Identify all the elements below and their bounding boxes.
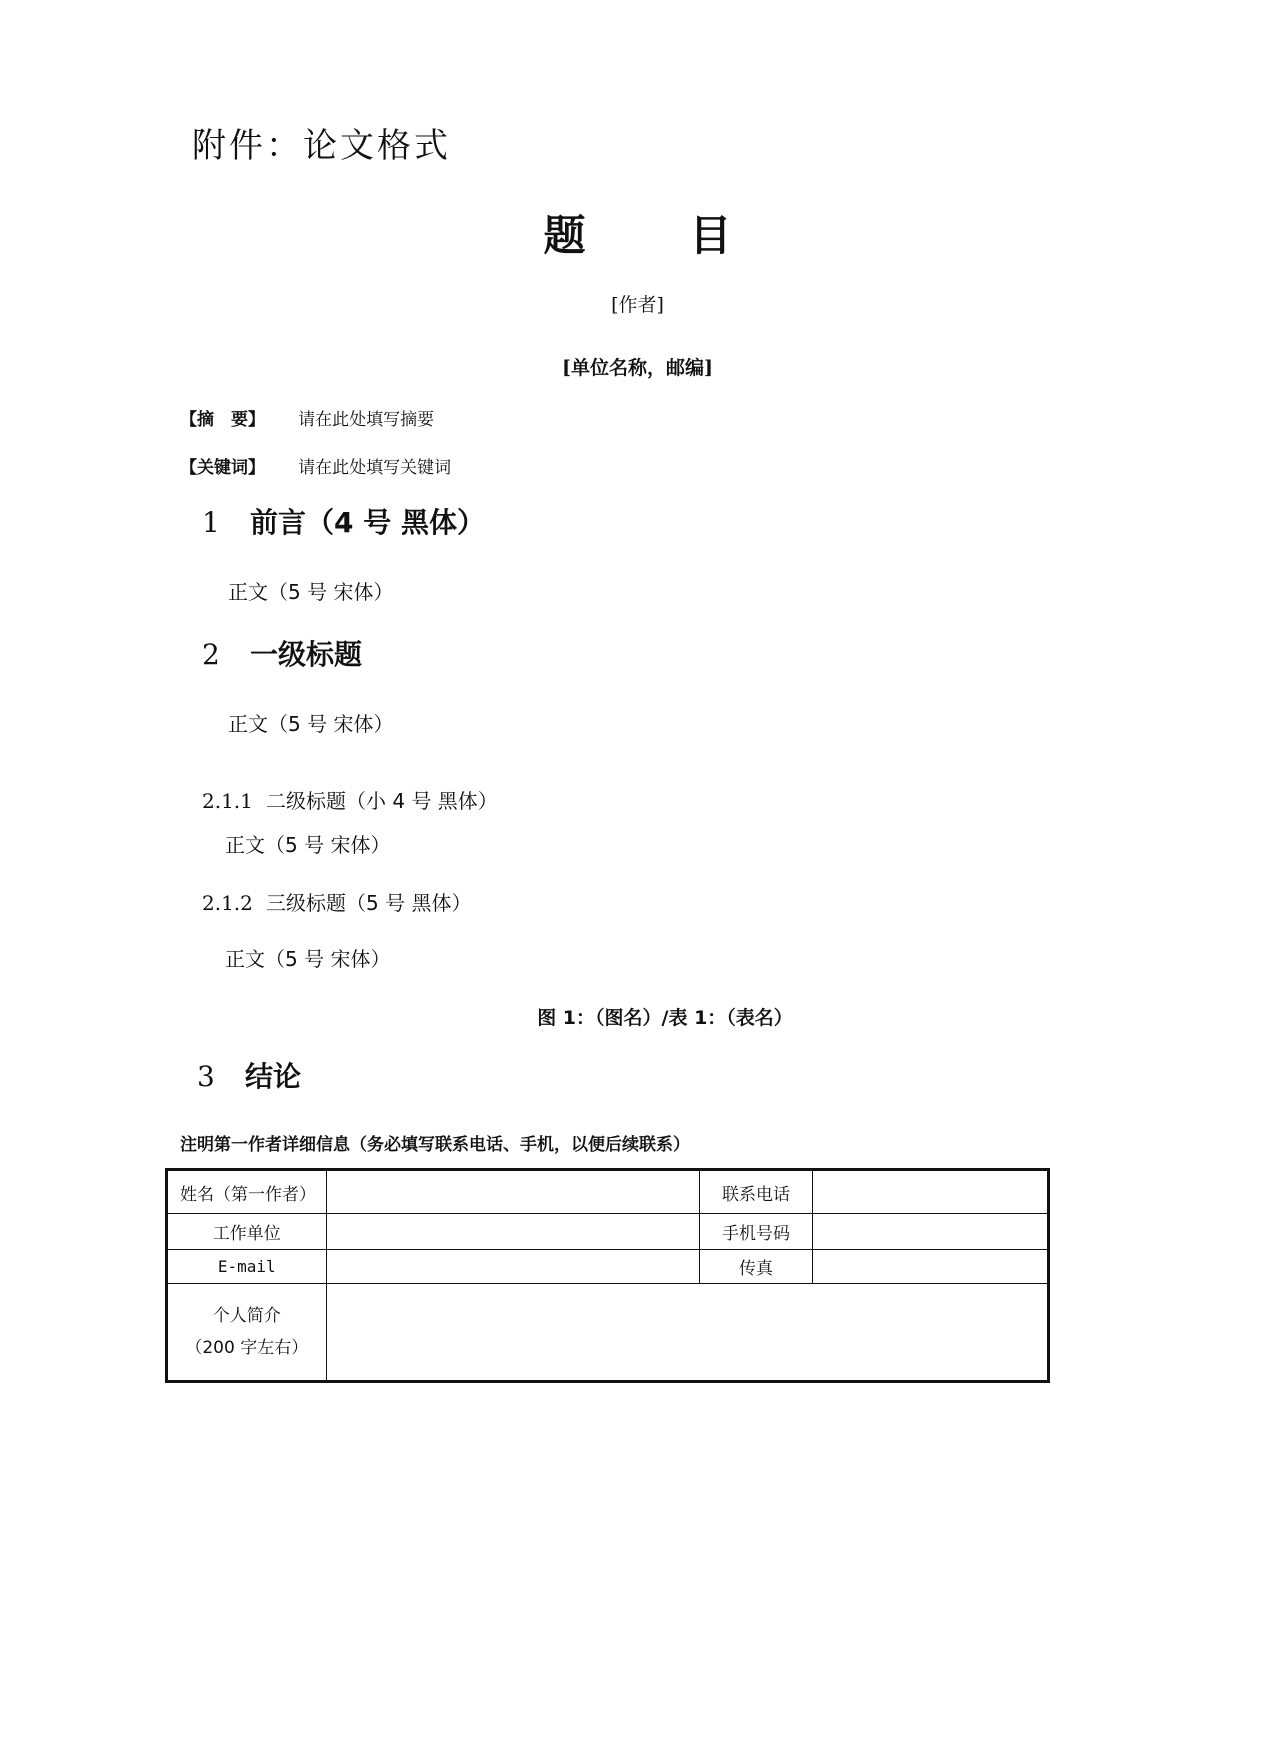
subsection-number: 2.1.2 bbox=[202, 891, 253, 915]
body-text: 正文（5 号 宋体） bbox=[225, 833, 391, 857]
email-label: E-mail bbox=[167, 1250, 327, 1284]
title-char-left: 题 bbox=[543, 211, 586, 260]
mobile-field[interactable] bbox=[812, 1214, 1048, 1250]
table-row bbox=[167, 1250, 1049, 1284]
phone-field[interactable] bbox=[812, 1170, 1048, 1214]
figure-caption: 图 1：（图名）/表 1：（表名） bbox=[537, 1007, 793, 1029]
body-text: 正文（5 号 宋体） bbox=[228, 580, 394, 604]
abstract-label: 【摘 要】 bbox=[180, 410, 265, 430]
mobile-label: 手机号码 bbox=[700, 1214, 813, 1250]
bio-label-cell bbox=[167, 1284, 327, 1382]
fax-label: 传真 bbox=[700, 1250, 813, 1284]
section-heading bbox=[197, 1055, 301, 1095]
title-char-right: 目 bbox=[689, 211, 732, 260]
bio-field[interactable] bbox=[326, 1284, 1048, 1382]
author-info-note: 注明第一作者详细信息（务必填写联系电话、手机，以便后续联系） bbox=[180, 1135, 690, 1155]
org-label: 工作单位 bbox=[167, 1214, 327, 1250]
section-number: 1 bbox=[202, 506, 220, 539]
section-number: 2 bbox=[202, 638, 220, 671]
name-label: 姓名（第一作者） bbox=[167, 1170, 327, 1214]
attachment-label: 附件：论文格式 bbox=[192, 126, 451, 166]
email-field[interactable] bbox=[326, 1250, 700, 1284]
author-placeholder: [作者] bbox=[611, 294, 664, 316]
keywords-text: 请在此处填写关键词 bbox=[298, 458, 452, 478]
section-number: 3 bbox=[197, 1060, 215, 1093]
table-row bbox=[167, 1284, 1049, 1382]
subsection-number: 2.1.1 bbox=[202, 789, 253, 813]
section-title: 前言（4 号 黑体） bbox=[250, 506, 485, 539]
bio-hint: （200 字左右） bbox=[185, 1338, 309, 1358]
name-field[interactable] bbox=[326, 1170, 700, 1214]
affiliation-placeholder: [单位名称，邮编] bbox=[562, 357, 713, 379]
section-title: 一级标题 bbox=[250, 638, 363, 671]
abstract-row bbox=[180, 405, 434, 430]
body-text: 正文（5 号 宋体） bbox=[225, 947, 391, 971]
paper-title bbox=[0, 203, 1275, 263]
subsection-heading bbox=[202, 887, 471, 916]
keywords-label: 【关键词】 bbox=[180, 458, 265, 478]
keywords-row bbox=[180, 453, 451, 478]
bio-label: 个人简介 bbox=[212, 1306, 281, 1326]
table-row bbox=[167, 1170, 1049, 1214]
section-heading bbox=[202, 633, 362, 673]
abstract-text: 请在此处填写摘要 bbox=[298, 410, 435, 430]
subsection-title: 三级标题（5 号 黑体） bbox=[266, 891, 472, 915]
subsection-heading bbox=[202, 785, 498, 814]
section-title: 结论 bbox=[245, 1060, 302, 1093]
subsection-title: 二级标题（小 4 号 黑体） bbox=[266, 789, 498, 813]
author-info-table bbox=[165, 1168, 1050, 1383]
phone-label: 联系电话 bbox=[700, 1170, 813, 1214]
body-text: 正文（5 号 宋体） bbox=[228, 712, 394, 736]
section-heading bbox=[202, 501, 485, 541]
org-field[interactable] bbox=[326, 1214, 700, 1250]
fax-field[interactable] bbox=[812, 1250, 1048, 1284]
table-row bbox=[167, 1214, 1049, 1250]
